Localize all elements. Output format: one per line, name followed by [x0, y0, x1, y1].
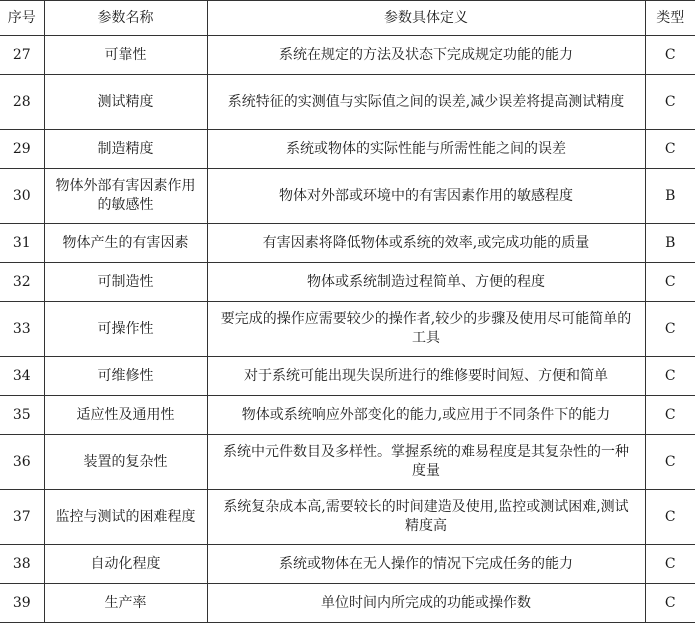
- cell-definition: 系统或物体在无人操作的情况下完成任务的能力: [207, 545, 645, 584]
- cell-definition: 有害因素将降低物体或系统的效率,或完成功能的质量: [207, 224, 645, 263]
- header-definition: 参数具体定义: [207, 1, 645, 36]
- table-row: [0, 75, 695, 130]
- cell-name: 可维修性: [44, 357, 207, 396]
- table-row: [0, 36, 695, 75]
- cell-type: C: [645, 490, 695, 545]
- cell-no: 33: [0, 302, 44, 357]
- table-row: [0, 302, 695, 357]
- cell-name: 制造精度: [44, 130, 207, 169]
- cell-definition: 物体或系统制造过程简单、方便的程度: [207, 263, 645, 302]
- cell-name: 适应性及通用性: [44, 396, 207, 435]
- cell-name: 可靠性: [44, 36, 207, 75]
- cell-type: B: [645, 224, 695, 263]
- cell-definition: 单位时间内所完成的功能或操作数: [207, 584, 645, 623]
- cell-name: 监控与测试的困难程度: [44, 490, 207, 545]
- cell-type: C: [645, 357, 695, 396]
- cell-no: 31: [0, 224, 44, 263]
- header-type: 类型: [645, 1, 695, 36]
- table-row: [0, 130, 695, 169]
- cell-no: 32: [0, 263, 44, 302]
- table-row: [0, 357, 695, 396]
- cell-definition: 物体对外部或环境中的有害因素作用的敏感程度: [207, 169, 645, 224]
- cell-type: C: [645, 75, 695, 130]
- table-row: [0, 435, 695, 490]
- cell-name: 测试精度: [44, 75, 207, 130]
- cell-no: 38: [0, 545, 44, 584]
- cell-no: 37: [0, 490, 44, 545]
- cell-name: 装置的复杂性: [44, 435, 207, 490]
- table-row: [0, 263, 695, 302]
- cell-type: C: [645, 545, 695, 584]
- cell-no: 29: [0, 130, 44, 169]
- cell-type: C: [645, 435, 695, 490]
- cell-definition: 要完成的操作应需要较少的操作者,较少的步骤及使用尽可能简单的工具: [207, 302, 645, 357]
- cell-no: 34: [0, 357, 44, 396]
- cell-definition: 系统在规定的方法及状态下完成规定功能的能力: [207, 36, 645, 75]
- table-row: [0, 584, 695, 623]
- cell-type: C: [645, 36, 695, 75]
- cell-name: 自动化程度: [44, 545, 207, 584]
- cell-name: 可制造性: [44, 263, 207, 302]
- table-row: [0, 169, 695, 224]
- cell-no: 28: [0, 75, 44, 130]
- cell-no: 36: [0, 435, 44, 490]
- cell-definition: 对于系统可能出现失误所进行的维修要时间短、方便和简单: [207, 357, 645, 396]
- cell-type: C: [645, 130, 695, 169]
- cell-no: 35: [0, 396, 44, 435]
- cell-definition: 系统或物体的实际性能与所需性能之间的误差: [207, 130, 645, 169]
- cell-definition: 系统复杂成本高,需要较长的时间建造及使用,监控或测试困难,测试精度高: [207, 490, 645, 545]
- table-row: [0, 545, 695, 584]
- cell-type: C: [645, 302, 695, 357]
- cell-type: C: [645, 396, 695, 435]
- header-no: 序号: [0, 1, 44, 36]
- cell-type: B: [645, 169, 695, 224]
- table-row: [0, 490, 695, 545]
- cell-name: 物体外部有害因素作用的敏感性: [44, 169, 207, 224]
- cell-definition: 物体或系统响应外部变化的能力,或应用于不同条件下的能力: [207, 396, 645, 435]
- cell-type: C: [645, 263, 695, 302]
- cell-definition: 系统特征的实测值与实际值之间的误差,减少误差将提高测试精度: [207, 75, 645, 130]
- header-row: [0, 1, 695, 36]
- cell-no: 39: [0, 584, 44, 623]
- header-name: 参数名称: [44, 1, 207, 36]
- cell-no: 30: [0, 169, 44, 224]
- cell-name: 生产率: [44, 584, 207, 623]
- cell-type: C: [645, 584, 695, 623]
- table-row: [0, 224, 695, 263]
- cell-name: 物体产生的有害因素: [44, 224, 207, 263]
- cell-definition: 系统中元件数目及多样性。掌握系统的难易程度是其复杂性的一种度量: [207, 435, 645, 490]
- table-row: [0, 396, 695, 435]
- cell-no: 27: [0, 36, 44, 75]
- cell-name: 可操作性: [44, 302, 207, 357]
- table-body: [0, 36, 695, 623]
